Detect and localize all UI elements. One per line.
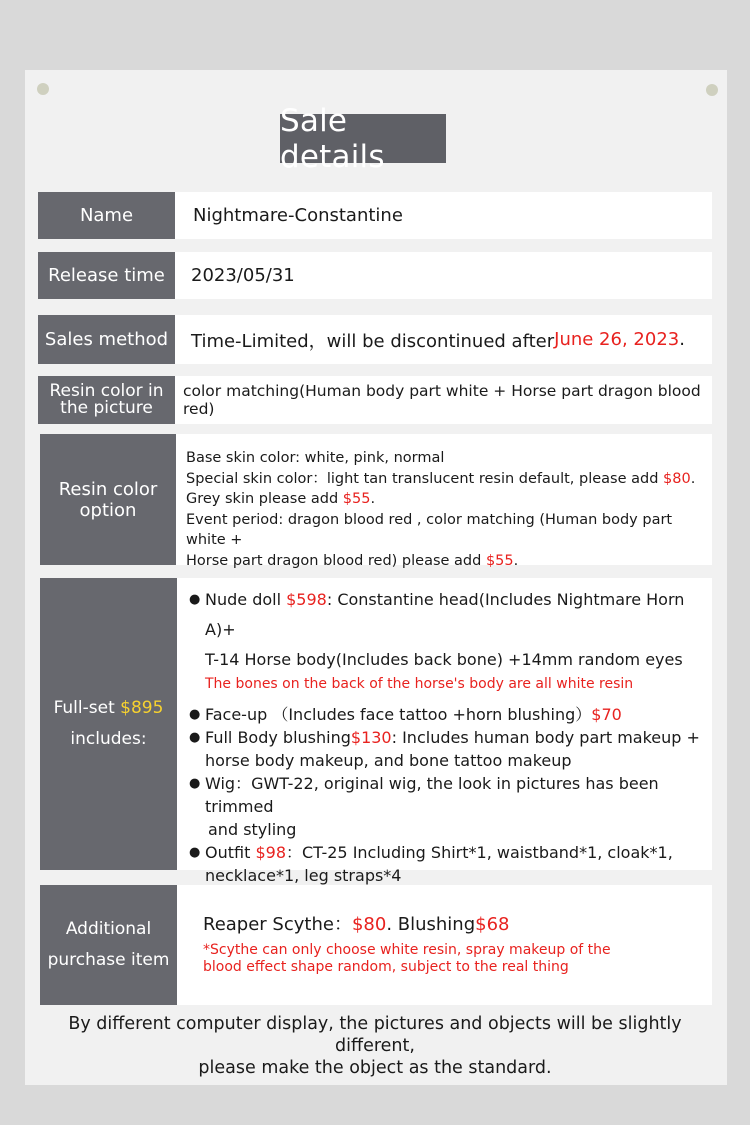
base-skin-line: Base skin color: white, pink, normal [186, 450, 445, 466]
reaper-scythe-line: Reaper Scythe：$80. Blushing$68 [203, 914, 510, 935]
full-set-label-text: Full-set [53, 698, 121, 718]
disclaimer-line2: please make the object as the standard. [198, 1058, 552, 1078]
nude-doll-price: $598 [286, 590, 327, 609]
grey-skin-line: Grey skin please add $55. [186, 491, 376, 507]
additional-purchase-label [40, 885, 177, 1005]
additional-label-line1: Additional [65, 919, 152, 939]
list-item-face-up: ● Face-up （Includes face tattoo +horn blushing）$70 [189, 705, 622, 724]
scythe-note-1: *Scythe can only choose white resin, spray makeup of the [203, 942, 611, 958]
pin-dot-right [706, 84, 718, 96]
resin-color-option-label: Resin color option [40, 434, 176, 565]
list-item-nude-doll: ● Nude doll $598: Constantine head(Includes Nightmare Horn A)+ T-14 Horse body(Includes back bone) +14mm random eyes The bones on the back of the horse's body are all white resin [187, 585, 712, 693]
full-set-price: $895 [120, 698, 164, 718]
event-period-price: $55 [485, 552, 514, 569]
outfit-price: $98 [255, 843, 286, 862]
sales-method-value [175, 315, 712, 364]
additional-purchase-value [177, 885, 712, 1005]
discontinue-date: June 26, 2023 [554, 329, 680, 350]
event-period-line: Event period: dragon blood red , color matching (Human body part white + [186, 511, 673, 548]
bullet-icon: ● [189, 730, 201, 745]
full-set-label [40, 578, 177, 870]
release-time-value: 2023/05/31 [175, 252, 712, 299]
resin-color-option-value [176, 434, 712, 569]
page-title: Sale details [280, 114, 446, 163]
blushing-price: $130 [350, 728, 392, 747]
bullet-icon: ● [189, 707, 201, 722]
full-set-list [187, 585, 712, 910]
scythe-note-2: blood effect shape random, subject to the real thing [203, 959, 569, 975]
full-set-includes: includes: [70, 729, 147, 749]
special-skin-price: $80 [663, 470, 691, 487]
bullet-icon: ● [189, 845, 201, 860]
resin-color-picture-value: color matching(Human body part white + Horse part dragon blood red) [175, 376, 712, 424]
name-value: Nightmare-Constantine [175, 192, 712, 239]
name-label: Name [38, 192, 175, 239]
disclaimer [40, 1013, 710, 1079]
sales-method-label: Sales method [38, 315, 175, 364]
horse-bone-note: The bones on the back of the horse's body are all white resin [205, 676, 634, 692]
event-period-line-2: Horse part dragon blood red) please add $55. [186, 552, 519, 569]
full-set-value [177, 578, 712, 885]
sales-method-end: . [679, 329, 685, 350]
pin-dot-left [37, 83, 49, 95]
scythe-price: $80 [351, 914, 387, 935]
list-item-wig: ● Wig：GWT-22, original wig, the look in pictures has been trimmed and styling [189, 774, 659, 839]
blushing-addon-price: $68 [475, 914, 510, 935]
disclaimer-line1: By different computer display, the pictures and objects will be slightly different, [68, 1014, 682, 1056]
special-skin-line: Special skin color：light tan translucent resin default, please add $80. [186, 470, 696, 487]
bullet-icon: ● [189, 592, 201, 607]
sales-method-text: Time-Limited，will be discontinued after [191, 330, 555, 352]
face-up-price: $70 [591, 705, 622, 724]
bullet-icon: ● [189, 776, 201, 791]
list-item-outfit: ● Outfit $98：CT-25 Including Shirt*1, waistband*1, cloak*1, necklace*1, leg straps*4 [189, 843, 673, 885]
additional-label-line2: purchase item [47, 950, 170, 970]
release-time-label: Release time [38, 252, 175, 299]
resin-color-picture-label: Resin color in the picture [38, 376, 175, 424]
list-item-blushing: ● Full Body blushing$130: Includes human body part makeup + horse body makeup, and bone tattoo makeup [189, 728, 700, 770]
grey-skin-price: $55 [342, 491, 371, 507]
